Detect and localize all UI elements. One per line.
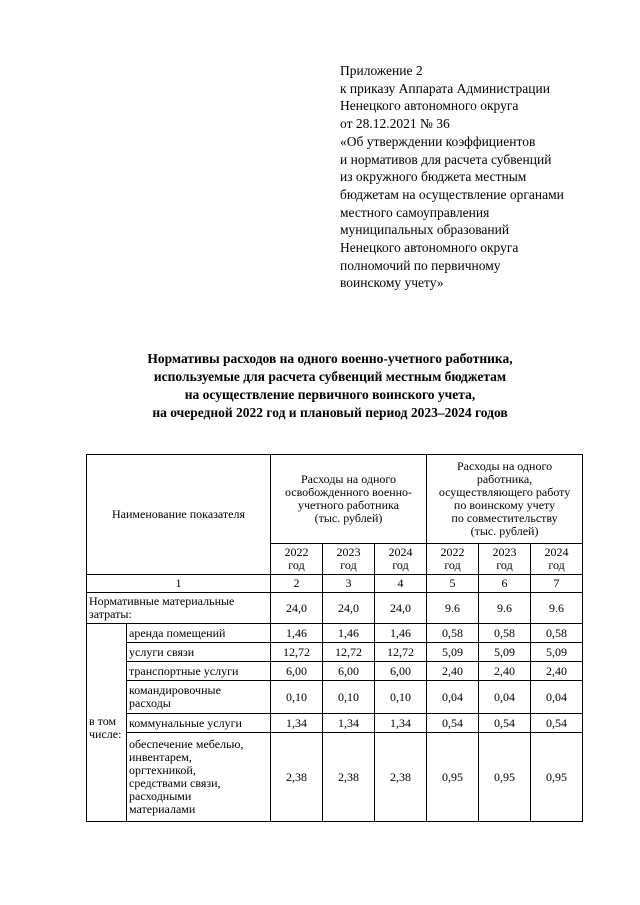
sub-row-label <box>127 662 271 681</box>
cell-text: Расходы на одного <box>456 459 553 473</box>
value-cell: 1,46 <box>375 624 427 643</box>
value-cell: 1,34 <box>323 714 375 733</box>
cell-text: расходными <box>129 789 192 803</box>
sub-row-label <box>127 714 271 733</box>
header-group-part-time-worker <box>427 455 583 544</box>
sub-row-label <box>127 733 271 822</box>
table-row <box>87 714 583 733</box>
appendix-line: «Об утверждении коэффициентов <box>340 133 536 149</box>
table-row <box>87 643 583 662</box>
value-cell: 0,58 <box>427 624 479 643</box>
norms-table <box>86 454 583 822</box>
cell-text: услуги связи <box>129 644 195 659</box>
appendix-line: местного самоуправления <box>340 204 490 220</box>
header-group-freed-worker <box>271 455 427 544</box>
value-cell: 0,04 <box>427 681 479 714</box>
index-cell: 2 <box>271 575 323 593</box>
header-year <box>323 544 375 575</box>
appendix-line: полномочий по первичному <box>340 257 501 273</box>
appendix-line: бюджетам на осуществление органами <box>340 186 564 202</box>
index-cell: 1 <box>87 575 271 593</box>
value-cell: 1,46 <box>323 624 375 643</box>
cell-text: (тыс. рублей) <box>470 524 539 538</box>
index-cell: 5 <box>427 575 479 593</box>
cell-text: 2022 <box>284 545 309 559</box>
value-cell: 24,0 <box>323 593 375 624</box>
value-cell: 1,46 <box>271 624 323 643</box>
table-row <box>87 593 583 624</box>
value-cell: 6,00 <box>323 662 375 681</box>
value-cell: 12,72 <box>323 643 375 662</box>
value-cell: 12,72 <box>271 643 323 662</box>
appendix-line: от 28.12.2021 № 36 <box>340 116 450 132</box>
cell-text: год <box>444 558 461 572</box>
cell-text: транспортные услуги <box>129 663 239 678</box>
title-line: Нормативы расходов на одного военно-учетного работника, <box>147 351 513 366</box>
sub-row-label <box>127 643 271 662</box>
table-row <box>87 455 583 544</box>
value-cell: 12,72 <box>375 643 427 662</box>
value-cell: 2,40 <box>427 662 479 681</box>
header-year <box>271 544 323 575</box>
cell-text: коммунальные услуги <box>129 715 242 730</box>
cell-text: 2024 <box>544 545 569 559</box>
value-cell: 24,0 <box>375 593 427 624</box>
appendix-line: Ненецкого автономного округа <box>340 98 519 114</box>
cell-text: освобожденного военно- <box>284 485 413 499</box>
cell-text: 2024 <box>388 545 413 559</box>
index-cell: 6 <box>479 575 531 593</box>
sub-row-label <box>127 681 271 714</box>
value-cell: 0,10 <box>375 681 427 714</box>
value-cell: 2,38 <box>375 733 427 822</box>
title-line: используемые для расчета субвенций местным бюджетам <box>153 369 507 384</box>
value-cell: 0,54 <box>427 714 479 733</box>
group-label-in-total <box>87 624 127 822</box>
value-cell: 2,40 <box>531 662 583 681</box>
cell-text: числе: <box>89 727 122 741</box>
cell-text: учетного работника <box>298 498 399 512</box>
normative-label <box>87 593 271 624</box>
appendix-line: из окружного бюджета местным <box>340 169 527 185</box>
appendix-line: Ненецкого автономного округа <box>340 240 519 256</box>
cell-text: командировочные <box>129 683 221 697</box>
value-cell: 0,10 <box>271 681 323 714</box>
cell-text: (тыс. рублей) <box>314 511 383 525</box>
value-cell: 9.6 <box>427 593 479 624</box>
document-title <box>60 350 600 422</box>
value-cell: 5,09 <box>531 643 583 662</box>
cell-text: год <box>288 558 305 572</box>
value-cell: 0,95 <box>427 733 479 822</box>
cell-text: работника, <box>476 472 533 486</box>
appendix-line: Приложение 2 <box>340 63 423 78</box>
table-row <box>87 624 583 643</box>
cell-text: Расходы на одного <box>300 472 397 486</box>
cell-text: по совместительству <box>451 511 558 525</box>
header-indicator: Наименование показателя <box>87 455 271 575</box>
table-row <box>87 681 583 714</box>
cell-text: год <box>340 558 357 572</box>
header-year <box>479 544 531 575</box>
value-cell: 0,54 <box>531 714 583 733</box>
cell-text: по воинскому учету <box>453 498 556 512</box>
cell-text: средствами связи, <box>129 776 221 790</box>
header-year <box>427 544 479 575</box>
index-cell: 4 <box>375 575 427 593</box>
cell-text: осуществляющего работу <box>438 485 571 499</box>
value-cell: 0,95 <box>531 733 583 822</box>
cell-text: инвентарем, <box>129 750 192 764</box>
cell-text: Нормативные материальные <box>89 594 235 608</box>
value-cell: 1,34 <box>271 714 323 733</box>
value-cell: 0,04 <box>531 681 583 714</box>
cell-text: 2023 <box>336 545 361 559</box>
table-row <box>87 662 583 681</box>
value-cell: 2,38 <box>271 733 323 822</box>
title-line: на очередной 2022 год и плановый период 2023–2024 годов <box>152 405 508 420</box>
value-cell: 6,00 <box>271 662 323 681</box>
cell-text: расходы <box>129 696 171 710</box>
table-row <box>87 733 583 822</box>
sub-row-label <box>127 624 271 643</box>
value-cell: 5,09 <box>427 643 479 662</box>
cell-text: затраты: <box>89 607 132 621</box>
value-cell: 6,00 <box>375 662 427 681</box>
table-row <box>87 575 583 593</box>
cell-text: 2022 <box>440 545 465 559</box>
title-line: на осуществление первичного воинского учета, <box>184 387 476 402</box>
value-cell: 0,54 <box>479 714 531 733</box>
value-cell: 0,04 <box>479 681 531 714</box>
cell-text: обеспечение мебелью, <box>129 737 244 751</box>
appendix-line: муниципальных образований <box>340 222 510 238</box>
cell-text: год <box>496 558 513 572</box>
cell-text: год <box>548 558 565 572</box>
cell-text: аренда помещений <box>129 625 226 640</box>
appendix-line: и нормативов для расчета субвенций <box>340 151 552 167</box>
value-cell: 0,58 <box>479 624 531 643</box>
value-cell: 5,09 <box>479 643 531 662</box>
value-cell: 0,58 <box>531 624 583 643</box>
value-cell: 2,40 <box>479 662 531 681</box>
appendix-line: воинскому учету» <box>340 275 444 291</box>
cell-text: год <box>392 558 409 572</box>
cell-text: в том <box>89 714 117 728</box>
value-cell: 9.6 <box>479 593 531 624</box>
header-year <box>375 544 427 575</box>
appendix-line: к приказу Аппарата Администрации <box>340 80 550 96</box>
index-cell: 3 <box>323 575 375 593</box>
cell-text: 2023 <box>492 545 517 559</box>
value-cell: 2,38 <box>323 733 375 822</box>
value-cell: 9.6 <box>531 593 583 624</box>
index-cell: 7 <box>531 575 583 593</box>
cell-text: материалами <box>129 802 196 816</box>
value-cell: 24,0 <box>271 593 323 624</box>
cell-text: оргтехникой, <box>129 763 196 777</box>
appendix-block <box>340 62 630 292</box>
header-year <box>531 544 583 575</box>
value-cell: 1,34 <box>375 714 427 733</box>
value-cell: 0,10 <box>323 681 375 714</box>
value-cell: 0,95 <box>479 733 531 822</box>
